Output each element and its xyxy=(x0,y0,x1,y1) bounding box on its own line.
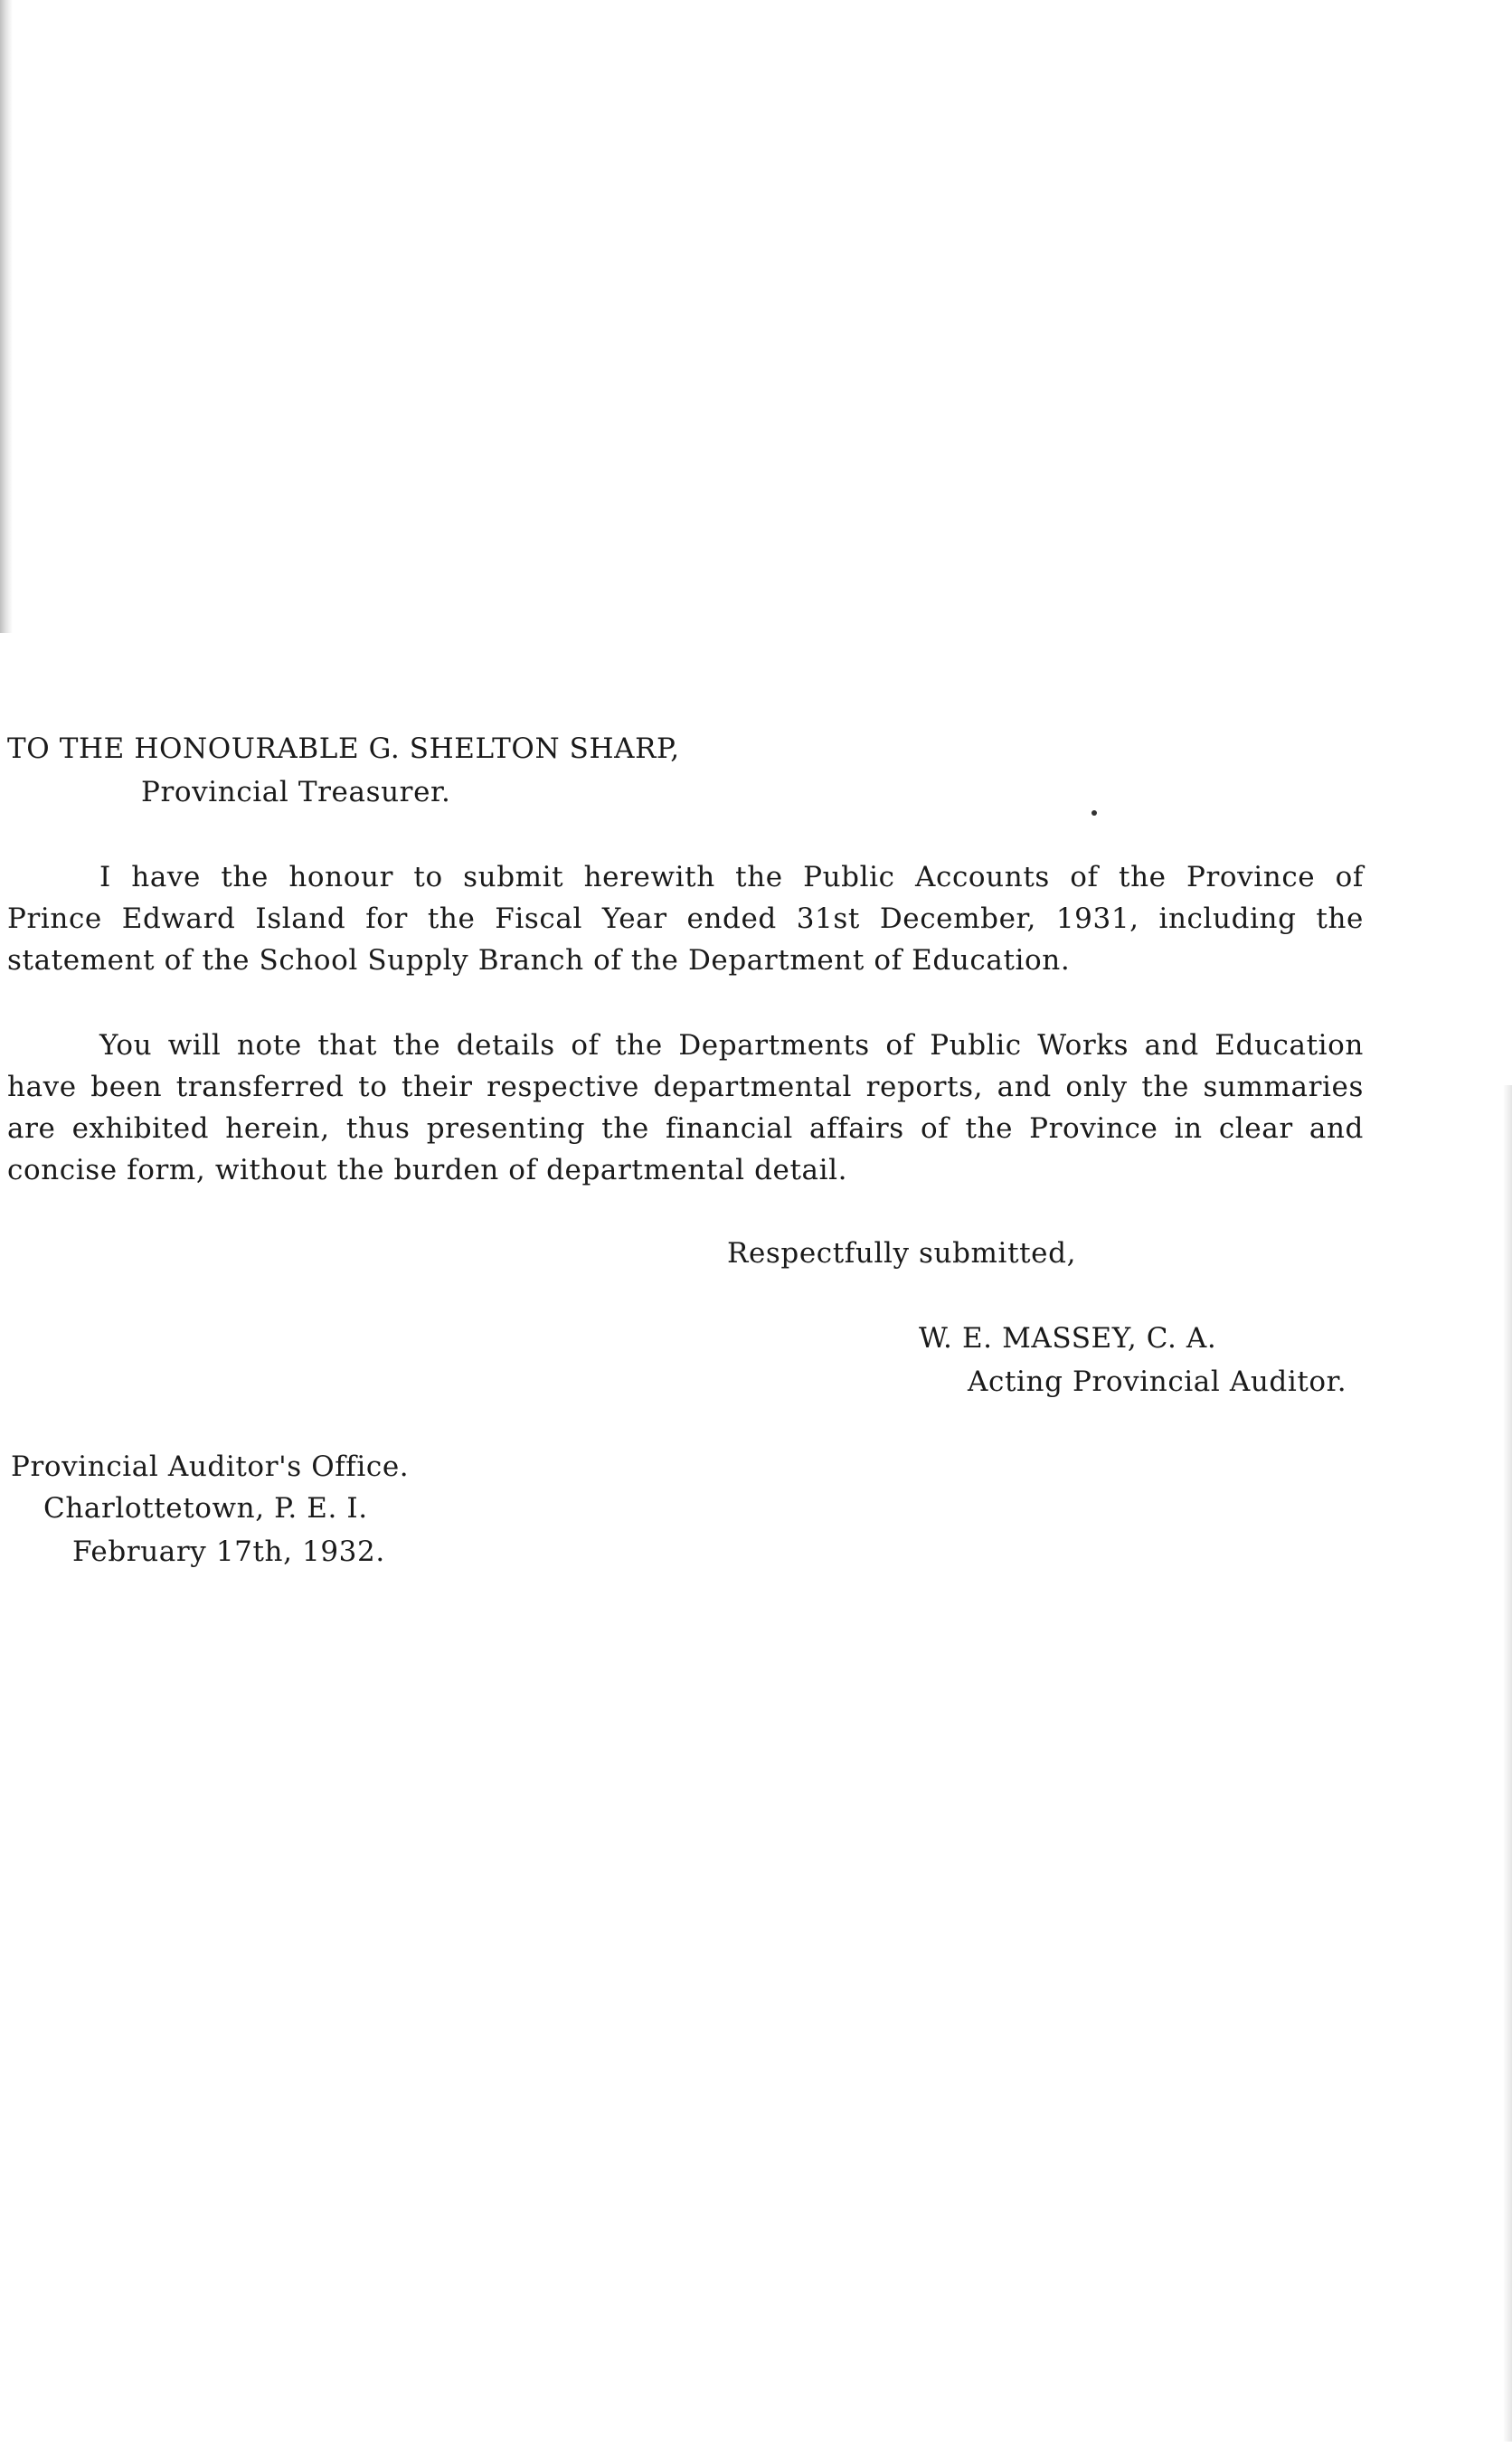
paragraph-2-line-1: You will note that the details of the Departments of Public Works and Education xyxy=(99,1029,1364,1062)
sender-date: February 17th, 1932. xyxy=(72,1535,385,1568)
ink-speck xyxy=(1091,810,1097,816)
valediction: Respectfully submitted, xyxy=(727,1237,1077,1270)
paragraph-1-line-3: statement of the School Supply Branch of the Department of Education. xyxy=(7,944,1071,977)
paragraph-1-line-2: Prince Edward Island for the Fiscal Year ended 31st December, 1931, including the xyxy=(7,902,1364,935)
paragraph-2-line-4: concise form, without the burden of departmental detail. xyxy=(7,1154,848,1186)
scan-shadow-right xyxy=(1503,1085,1512,2442)
addressee-line: TO THE HONOURABLE G. SHELTON SHARP, xyxy=(7,732,680,765)
paragraph-2-line-3: are exhibited herein, thus presenting the financial affairs of the Province in clear and xyxy=(7,1112,1364,1145)
paragraph-2-line-2: have been transferred to their respective departmental reports, and only the summaries xyxy=(7,1071,1364,1103)
signatory-title: Acting Provincial Auditor. xyxy=(968,1365,1347,1398)
sender-city: Charlottetown, P. E. I. xyxy=(43,1492,368,1525)
scan-shadow-left xyxy=(0,0,13,633)
signatory-name: W. E. MASSEY, C. A. xyxy=(919,1322,1217,1355)
addressee-title: Provincial Treasurer. xyxy=(141,776,451,808)
sender-office: Provincial Auditor's Office. xyxy=(11,1450,410,1483)
paragraph-1-line-1: I have the honour to submit herewith the Public Accounts of the Province of xyxy=(99,861,1364,893)
